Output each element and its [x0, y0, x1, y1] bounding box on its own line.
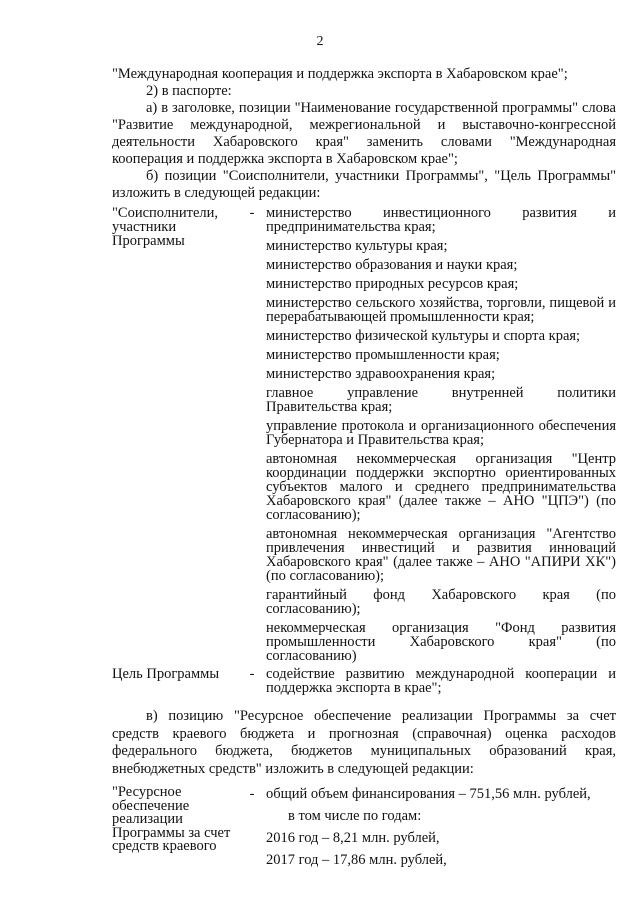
coexecutor-item: главное управление внутренней политики Правительства края; — [266, 385, 616, 415]
coexecutor-item: министерство инвестиционного развития и предпринимательства края; — [266, 205, 616, 235]
coexecutors-list — [266, 206, 616, 667]
coexecutor-item: автономная некоммерческая организация "Центр координации поддержки экспортно ориентированных субъектов малого и среднего предпринимательства Хабаровского края" (далее также – АНО "ЦПЭ") (по согласованию); — [266, 451, 616, 523]
coexecutor-item: министерство культуры края; — [266, 238, 448, 254]
intro-line-3: а) в заголовке, позиции "Наименование государственной программы" слова "Развитие международной, межрегиональной и выставочно-конгрессной деятельности Хабаровского края" заменить словами "Международная кооперация и поддержка экспорта в Хабаровском крае"; — [112, 100, 616, 167]
coexecutor-item: министерство физической культуры и спорта края; — [266, 328, 581, 344]
coexecutor-item: министерство природных ресурсов края; — [266, 276, 519, 292]
coexecutor-item: министерство здравоохранения края; — [266, 366, 496, 382]
resources-by-years: в том числе по годам: — [288, 808, 422, 824]
resources-year-2016: 2016 год – 8,21 млн. рублей, — [266, 830, 440, 846]
resources-row — [112, 786, 616, 874]
goal-dash: - — [249, 666, 255, 682]
coexecutor-item: гарантийный фонд Хабаровского края (по согласованию); — [266, 587, 616, 617]
resources-table — [112, 786, 616, 874]
resources-label: "Ресурсное обеспечение реализации Программы за счет средств краевого — [112, 784, 231, 854]
goal-text: содействие развитию международной кооперации и поддержка экспорта в крае"; — [266, 666, 616, 696]
coexecutor-item: министерство образования и науки края; — [266, 257, 518, 273]
resources-dash: - — [249, 786, 255, 802]
resources-values — [266, 786, 616, 874]
coexecutors-row — [112, 206, 616, 667]
coexecutors-label: "Соисполнители, участники Программы — [112, 205, 219, 249]
coexecutor-item: некоммерческая организация "Фонд развития промышленности Хабаровского края" (по согласованию) — [266, 620, 616, 664]
resources-year-2017: 2017 год – 17,86 млн. рублей, — [266, 852, 447, 868]
coexecutors-dash: - — [249, 205, 255, 221]
goal-label: Цель Программы — [112, 666, 220, 682]
page-number: 2 — [316, 34, 324, 49]
document-body — [112, 66, 616, 874]
coexecutors-table — [112, 206, 616, 700]
intro-line-4: б) позиции "Соисполнители, участники Программы", "Цель Программы" изложить в следующей редакции: — [112, 168, 616, 201]
section-v-paragraph: в) позицию "Ресурсное обеспечение реализации Программы за счет средств краевого бюджета и прогнозная (справочная) оценка расходов федерального бюджета, бюджетов муниципальных образований края, внебюджетных средств" изложить в следующей редакции: — [112, 708, 616, 777]
coexecutor-item: управление протокола и организационного обеспечения Губернатора и Правительства края; — [266, 418, 616, 448]
coexecutor-item: министерство промышленности края; — [266, 347, 500, 363]
intro-line-2: 2) в паспорте: — [146, 83, 232, 99]
resources-total: общий объем финансирования – 751,56 млн. рублей, — [266, 786, 591, 802]
goal-row — [112, 667, 616, 700]
coexecutor-item: автономная некоммерческая организация "Агентство привлечения инвестиций и развития инноваций Хабаровского края" (далее также – АНО "АПИРИ ХК") (по согласованию); — [266, 526, 616, 584]
intro-line-1: "Международная кооперация и поддержка экспорта в Хабаровском крае"; — [112, 66, 568, 82]
coexecutor-item: министерство сельского хозяйства, торговли, пищевой и перерабатывающей промышленности края; — [266, 295, 616, 325]
